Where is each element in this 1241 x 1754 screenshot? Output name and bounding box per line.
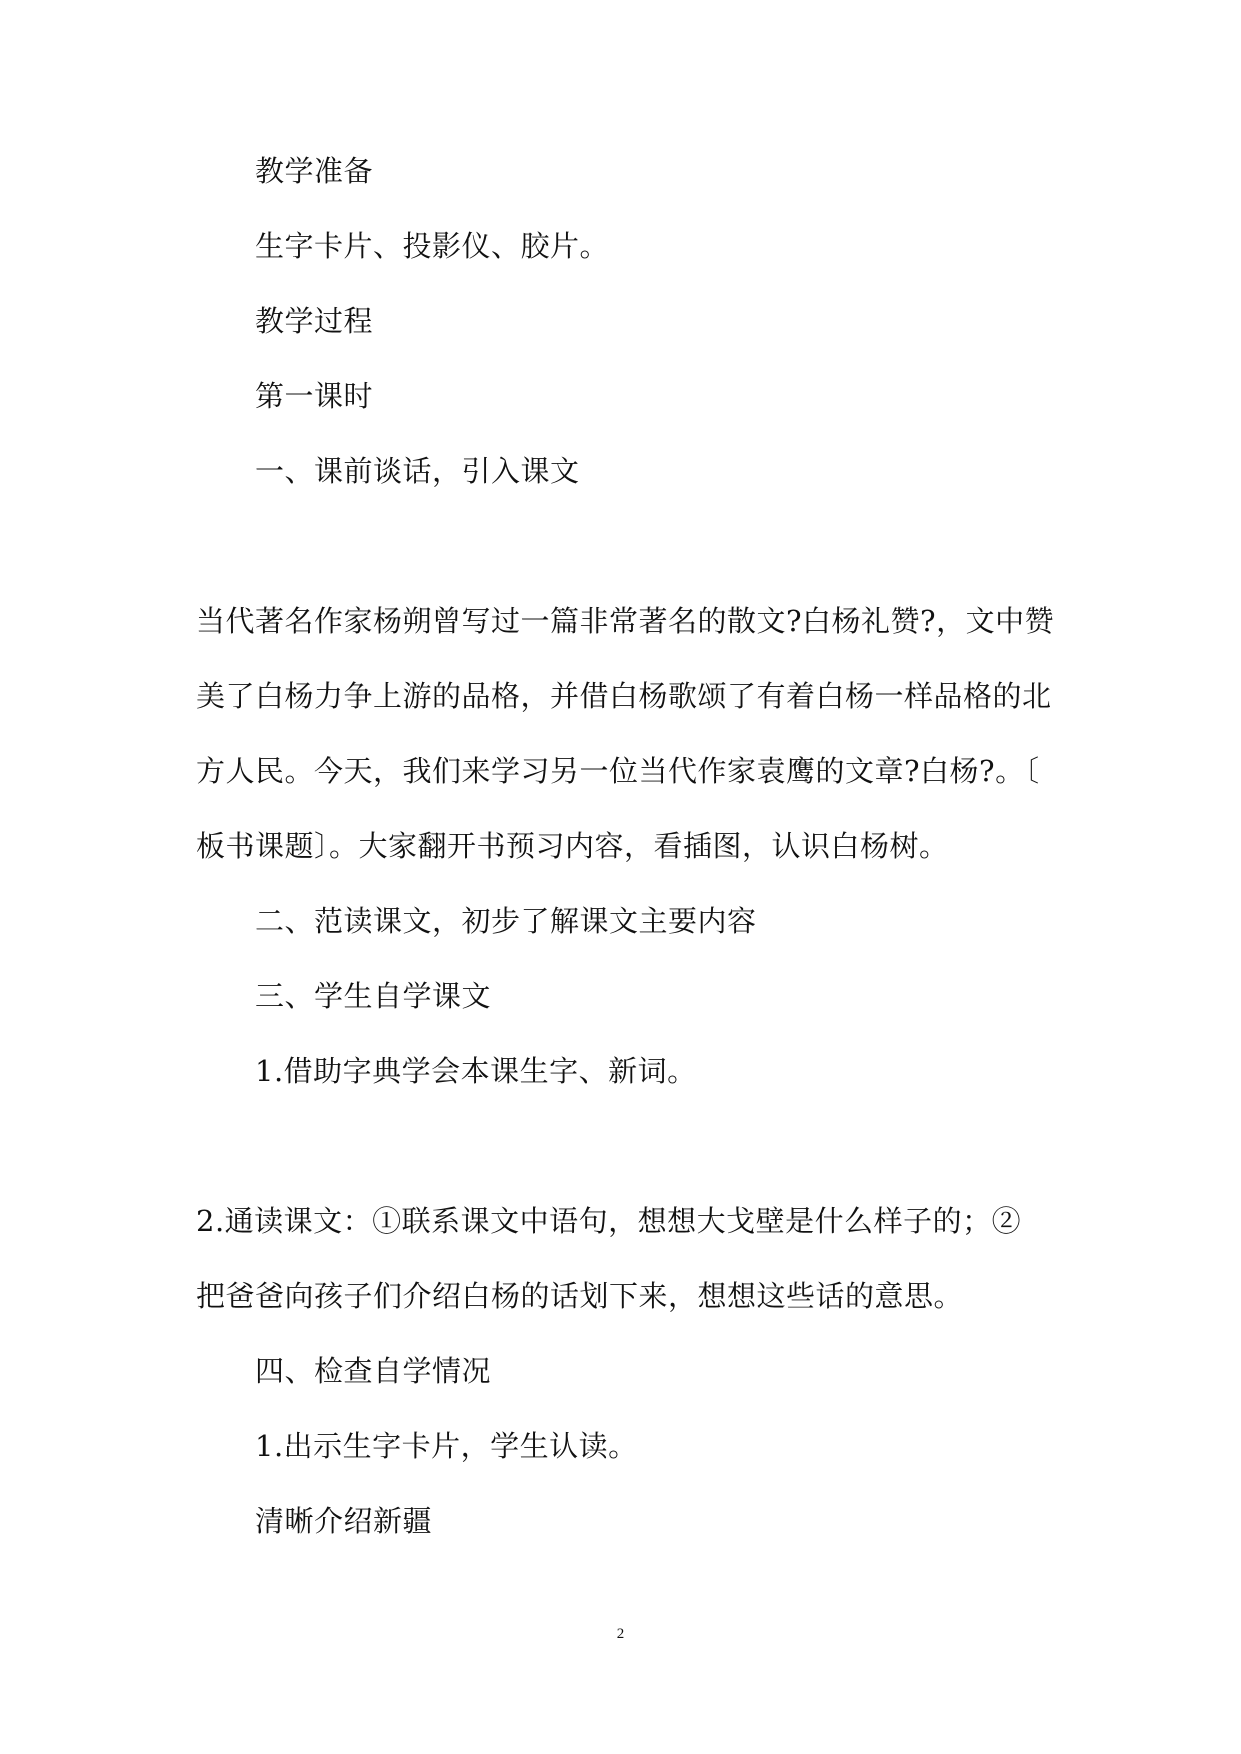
preparation-materials: 生字卡片、投影仪、胶片。 bbox=[255, 229, 610, 263]
paragraph-line: 当代著名作家杨朔曾写过一篇非常著名的散文?白杨礼赞?，文中赞 bbox=[196, 604, 1055, 638]
heading-teaching-process: 教学过程 bbox=[255, 304, 374, 338]
section-two-heading: 二、范读课文，初步了解课文主要内容 bbox=[255, 904, 757, 938]
paragraph-line: 美了白杨力争上游的品格，并借白杨歌颂了有着白杨一样品格的北 bbox=[196, 679, 1052, 713]
paragraph-line: 板书课题〕。大家翻开书预习内容，看插图，认识白杨树。 bbox=[196, 829, 949, 863]
section-three-heading: 三、学生自学课文 bbox=[255, 979, 492, 1013]
paragraph-line: 方人民。今天，我们来学习另一位当代作家袁鹰的文章?白杨?。〔 bbox=[196, 754, 1040, 788]
section-four-heading: 四、检查自学情况 bbox=[255, 1354, 492, 1388]
list-item: 1.借助字典学会本课生字、新词。 bbox=[255, 1054, 697, 1088]
paragraph-line: 清晰介绍新疆 bbox=[255, 1504, 433, 1538]
list-item: 1.出示生字卡片，学生认读。 bbox=[255, 1429, 638, 1463]
heading-first-lesson: 第一课时 bbox=[255, 379, 374, 413]
paragraph-line: 2.通读课文：①联系课文中语句，想想大戈壁是什么样子的；② bbox=[196, 1204, 1022, 1238]
heading-teaching-preparation: 教学准备 bbox=[255, 154, 374, 188]
section-one-heading: 一、课前谈话，引入课文 bbox=[255, 454, 580, 488]
page-number: 2 bbox=[616, 1626, 625, 1642]
paragraph-line: 把爸爸向孩子们介绍白杨的话划下来，想想这些话的意思。 bbox=[196, 1279, 964, 1313]
